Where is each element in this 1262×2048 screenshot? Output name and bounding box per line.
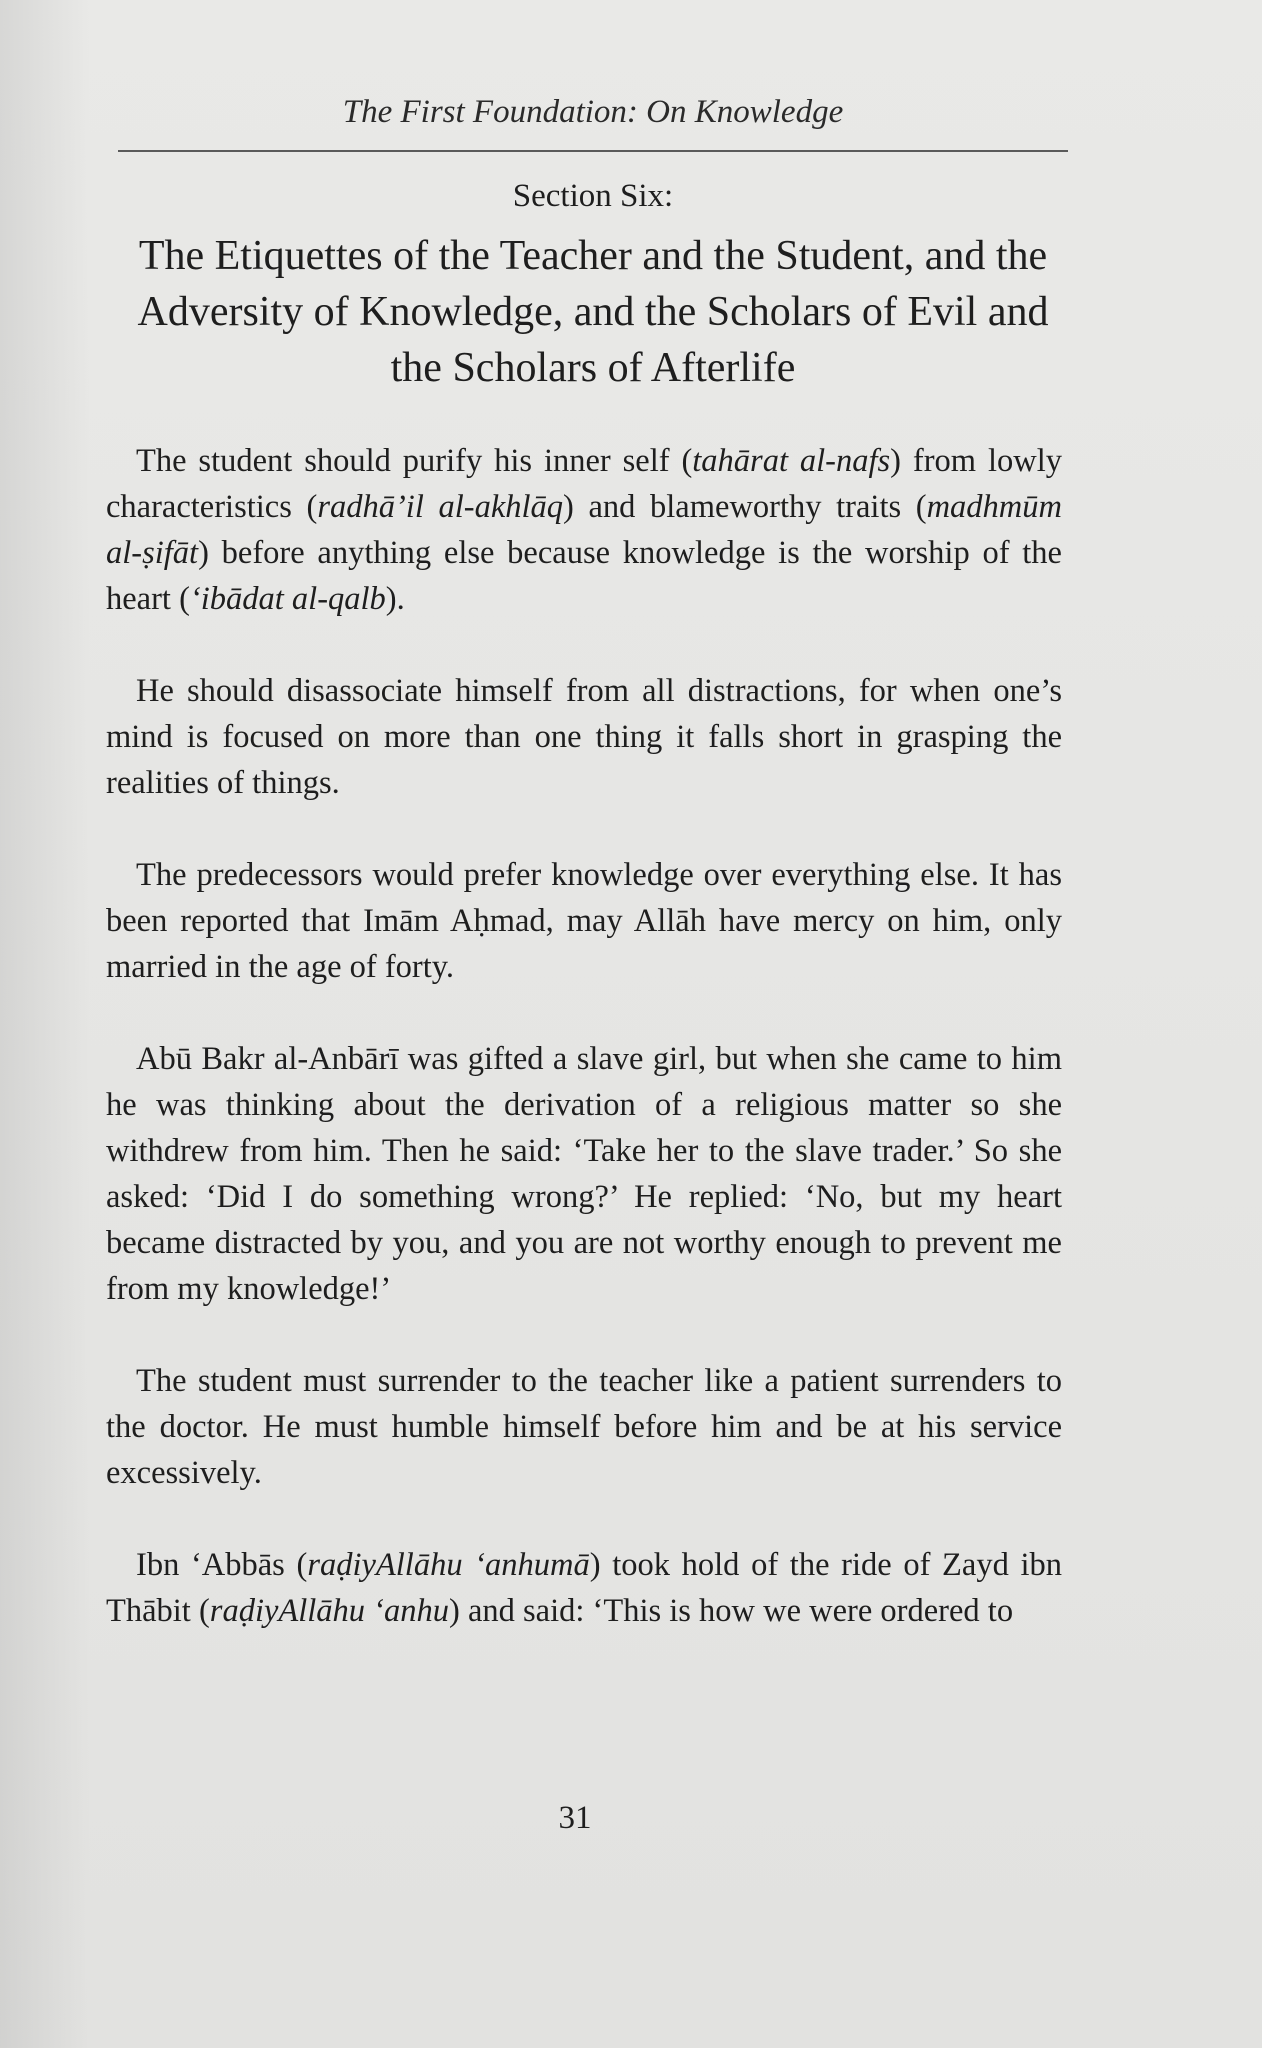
body-paragraph [106,852,1062,990]
paragraph-text: ) from lowly characteristics ( [106,443,1062,525]
body-paragraph [106,668,1062,806]
paragraph-text: Ibn ‘Abbās ( [136,1547,308,1583]
paragraph-text: Abū Bakr al-Anbārī was gifted a slave girl, but when she came to him he was thinking about the derivation of a religious matter so she withdrew from him. Then he said: ‘Take her to the slave trader.’ So she asked: ‘Did I do something wrong?’ He replied: ‘No, but my heart became distracted by you, and you are not worthy enough to prevent me from my knowledge!’ [106,1041,1062,1307]
paragraph-text: The predecessors would prefer knowledge over everything else. It has been reported that Imām Aḥmad, may Allāh have mercy on him, only married in the age of forty. [106,857,1062,985]
transliteration-term: tahārat al-nafs [692,443,891,479]
paragraph-text: ) took hold of the ride of Zayd ibn Thābit ( [106,1547,1062,1629]
body-paragraph [106,1036,1062,1312]
paragraph-text: The student must surrender to the teacher like a patient surrenders to the doctor. He must humble himself before him and be at his service excessively. [106,1363,1062,1491]
transliteration-term: ‘ibādat al-qalb [189,581,386,617]
paragraph-text: ) and said: ‘This is how we were ordered to [449,1593,1014,1629]
body-paragraph [106,438,1062,622]
transliteration-term: radhā’il al-akhlāq [317,489,564,525]
paragraph-text: ) and blameworthy traits ( [563,489,927,525]
paragraph-text: He should disassociate himself from all distractions, for when one’s mind is focused on more than one thing it falls short in grasping the realities of things. [106,673,1062,801]
section-title: The Etiquettes of the Teacher and the Student, and the Adversity of Knowledge, and the Scholars of Evil and the Scholars of Afterlife [137,233,1049,391]
page-gutter-shadow [0,0,90,2048]
transliteration-term: raḍiyAllāhu ‘anhumā [307,1547,590,1583]
body-paragraph [106,1542,1062,1634]
page-number: 31 [558,1800,592,1836]
section-label: Section Six: [512,178,674,214]
running-head: The First Foundation: On Knowledge [342,94,844,130]
body-paragraph [106,1358,1062,1496]
transliteration-term: raḍiyAllāhu ‘anhu [209,1593,450,1629]
transliteration-term: madhmūm al-ṣifāt [106,489,1062,571]
paragraph-text: The student should purify his inner self ( [136,443,693,479]
body-text [106,438,1062,1680]
paragraph-text: ) before anything else because knowledge is the worship of the heart ( [106,535,1062,617]
paragraph-text: ). [385,581,405,617]
header-rule [118,150,1068,152]
